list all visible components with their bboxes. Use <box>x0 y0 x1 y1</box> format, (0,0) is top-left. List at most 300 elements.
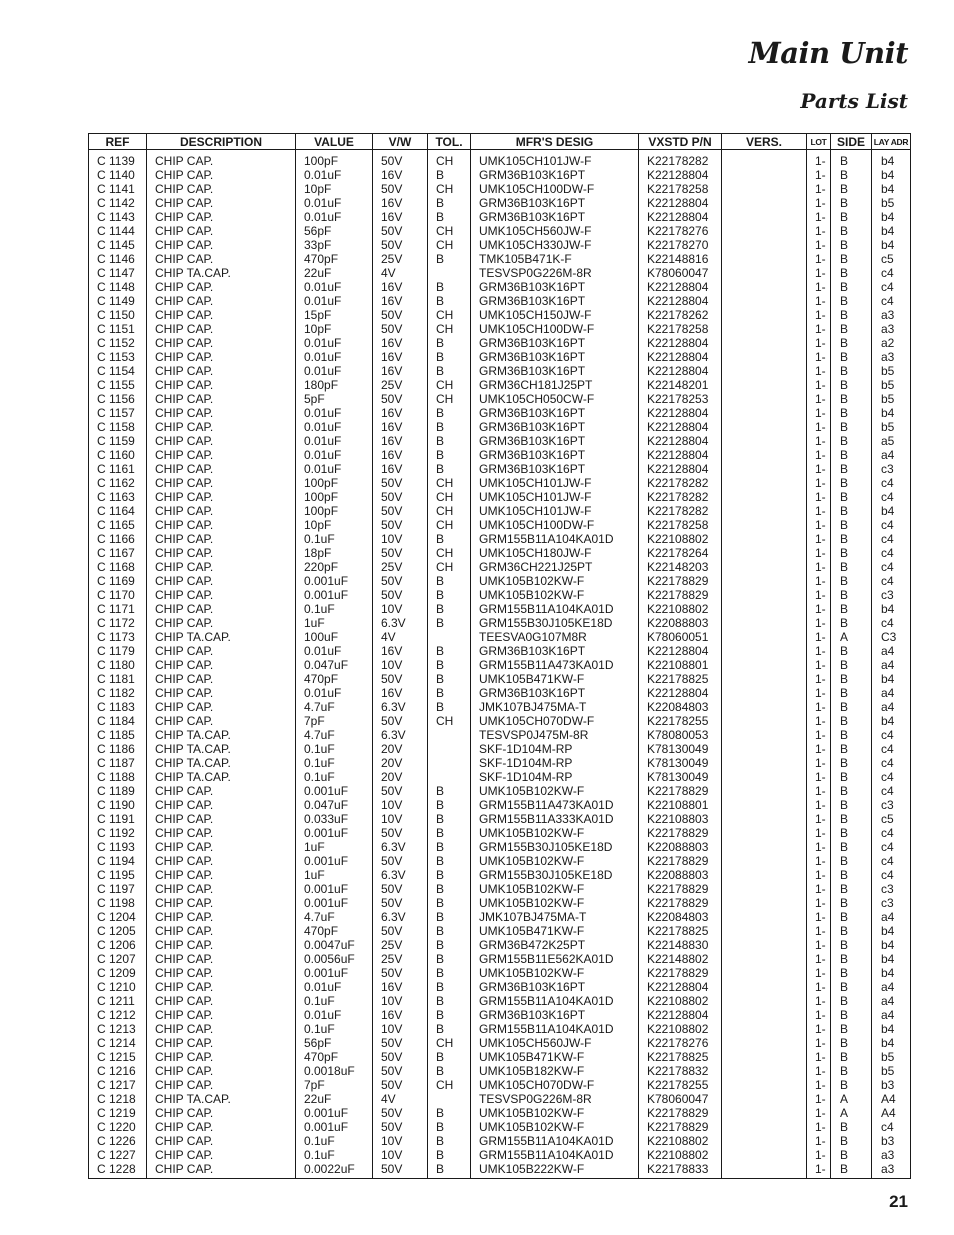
cell-mfr-desig: GRM36B103K16PT <box>471 196 639 210</box>
cell-vw: 16V <box>373 1008 428 1022</box>
cell-mfr-desig: SKF-1D104M-RP <box>471 770 639 784</box>
cell-ref: C 1194 <box>89 854 147 868</box>
cell-side: B <box>831 224 872 238</box>
cell-vxstd-pn: K22178282 <box>639 490 722 504</box>
cell-description: CHIP CAP. <box>147 532 296 546</box>
cell-vxstd-pn: K22178832 <box>639 1064 722 1078</box>
cell-side: B <box>831 294 872 308</box>
cell-vxstd-pn: K22178282 <box>639 476 722 490</box>
table-row <box>89 840 911 854</box>
cell-vxstd-pn: K22128804 <box>639 168 722 182</box>
cell-tol <box>428 1092 471 1106</box>
cell-lot: 1- <box>807 336 831 350</box>
cell-vxstd-pn: K22128804 <box>639 406 722 420</box>
cell-lay-adr: a5 <box>872 434 911 448</box>
cell-lay-adr: b4 <box>872 504 911 518</box>
cell-vw: 50V <box>373 854 428 868</box>
table-row <box>89 168 911 182</box>
cell-lay-adr: b5 <box>872 1050 911 1064</box>
cell-lay-adr: b4 <box>872 966 911 980</box>
cell-mfr-desig: UMK105CH560JW-F <box>471 1036 639 1050</box>
cell-lot: 1- <box>807 308 831 322</box>
cell-vw: 10V <box>373 1148 428 1162</box>
cell-side: B <box>831 1064 872 1078</box>
cell-vxstd-pn: K22178829 <box>639 896 722 910</box>
cell-vers <box>722 182 807 196</box>
cell-value: 56pF <box>296 224 373 238</box>
cell-value: 4.7uF <box>296 700 373 714</box>
cell-value: 100pF <box>296 504 373 518</box>
table-row <box>89 546 911 560</box>
cell-description: CHIP CAP. <box>147 868 296 882</box>
cell-mfr-desig: UMK105CH150JW-F <box>471 308 639 322</box>
cell-vw: 50V <box>373 672 428 686</box>
table-row <box>89 308 911 322</box>
cell-vxstd-pn: K22178255 <box>639 1078 722 1092</box>
cell-description: CHIP CAP. <box>147 952 296 966</box>
cell-vxstd-pn: K22178282 <box>639 504 722 518</box>
table-row <box>89 364 911 378</box>
cell-lot: 1- <box>807 658 831 672</box>
col-header-tol: TOL. <box>428 134 471 150</box>
cell-side: B <box>831 896 872 910</box>
cell-side: B <box>831 840 872 854</box>
cell-value: 0.0056uF <box>296 952 373 966</box>
cell-mfr-desig: GRM36B103K16PT <box>471 980 639 994</box>
cell-ref: C 1142 <box>89 196 147 210</box>
cell-tol: B <box>428 210 471 224</box>
cell-lot: 1- <box>807 1050 831 1064</box>
cell-vw: 50V <box>373 504 428 518</box>
cell-vw: 16V <box>373 644 428 658</box>
cell-vw: 16V <box>373 280 428 294</box>
cell-ref: C 1151 <box>89 322 147 336</box>
cell-ref: C 1217 <box>89 1078 147 1092</box>
cell-tol <box>428 630 471 644</box>
cell-ref: C 1166 <box>89 532 147 546</box>
cell-lay-adr: c4 <box>872 868 911 882</box>
table-row <box>89 700 911 714</box>
parts-table-body <box>89 150 911 1179</box>
cell-vxstd-pn: K22128804 <box>639 434 722 448</box>
cell-value: 15pF <box>296 308 373 322</box>
cell-value: 0.01uF <box>296 420 373 434</box>
cell-side: B <box>831 280 872 294</box>
cell-lay-adr: a4 <box>872 910 911 924</box>
cell-vxstd-pn: K22148830 <box>639 938 722 952</box>
cell-lay-adr: a4 <box>872 980 911 994</box>
cell-mfr-desig: UMK105B471KW-F <box>471 672 639 686</box>
cell-vxstd-pn: K22128804 <box>639 448 722 462</box>
cell-mfr-desig: UMK105CH100DW-F <box>471 182 639 196</box>
cell-tol: B <box>428 840 471 854</box>
cell-lot: 1- <box>807 168 831 182</box>
cell-ref: C 1186 <box>89 742 147 756</box>
cell-vw: 25V <box>373 378 428 392</box>
cell-lot: 1- <box>807 994 831 1008</box>
cell-lot: 1- <box>807 350 831 364</box>
cell-side: B <box>831 700 872 714</box>
cell-ref: C 1216 <box>89 1064 147 1078</box>
cell-lot: 1- <box>807 560 831 574</box>
cell-vers <box>722 938 807 952</box>
cell-description: CHIP CAP. <box>147 308 296 322</box>
cell-lay-adr: b4 <box>872 924 911 938</box>
cell-vxstd-pn: K22108802 <box>639 994 722 1008</box>
cell-vxstd-pn: K22178276 <box>639 1036 722 1050</box>
table-row <box>89 770 911 784</box>
cell-vers <box>722 168 807 182</box>
cell-vxstd-pn: K22128804 <box>639 210 722 224</box>
cell-vxstd-pn: K22178258 <box>639 518 722 532</box>
cell-vers <box>722 1120 807 1134</box>
cell-vers <box>722 826 807 840</box>
cell-description: CHIP CAP. <box>147 224 296 238</box>
cell-vw: 50V <box>373 238 428 252</box>
cell-mfr-desig: GRM36B103K16PT <box>471 280 639 294</box>
cell-lay-adr: b5 <box>872 378 911 392</box>
table-row <box>89 238 911 252</box>
cell-ref: C 1214 <box>89 1036 147 1050</box>
cell-vxstd-pn: K22148802 <box>639 952 722 966</box>
cell-vw: 4V <box>373 266 428 280</box>
cell-tol: B <box>428 588 471 602</box>
cell-vxstd-pn: K22148201 <box>639 378 722 392</box>
cell-vw: 50V <box>373 896 428 910</box>
cell-ref: C 1157 <box>89 406 147 420</box>
cell-lot: 1- <box>807 364 831 378</box>
cell-mfr-desig: GRM155B11A104KA01D <box>471 1148 639 1162</box>
cell-mfr-desig: TMK105B471K-F <box>471 252 639 266</box>
cell-mfr-desig: GRM36B103K16PT <box>471 686 639 700</box>
cell-side: A <box>831 630 872 644</box>
cell-side: B <box>831 462 872 476</box>
cell-value: 470pF <box>296 252 373 266</box>
cell-ref: C 1187 <box>89 756 147 770</box>
cell-lay-adr: c4 <box>872 294 911 308</box>
table-row <box>89 1078 911 1092</box>
cell-value: 0.01uF <box>296 364 373 378</box>
cell-side: B <box>831 518 872 532</box>
cell-lay-adr: c4 <box>872 770 911 784</box>
cell-description: CHIP CAP. <box>147 826 296 840</box>
cell-tol: B <box>428 350 471 364</box>
cell-tol: CH <box>428 518 471 532</box>
cell-vxstd-pn: K22128804 <box>639 280 722 294</box>
cell-lay-adr: a3 <box>872 1162 911 1179</box>
cell-vw: 16V <box>373 196 428 210</box>
table-row <box>89 1120 911 1134</box>
cell-tol: B <box>428 602 471 616</box>
cell-mfr-desig: TESVSP0G226M-8R <box>471 1092 639 1106</box>
cell-lot: 1- <box>807 924 831 938</box>
cell-lay-adr: c3 <box>872 462 911 476</box>
cell-tol: B <box>428 952 471 966</box>
cell-vers <box>722 266 807 280</box>
cell-lot: 1- <box>807 1092 831 1106</box>
cell-vers <box>722 504 807 518</box>
cell-ref: C 1171 <box>89 602 147 616</box>
cell-lot: 1- <box>807 1162 831 1179</box>
cell-vers <box>722 896 807 910</box>
cell-side: B <box>831 1120 872 1134</box>
cell-ref: C 1227 <box>89 1148 147 1162</box>
cell-vers <box>722 1050 807 1064</box>
cell-ref: C 1160 <box>89 448 147 462</box>
table-row <box>89 504 911 518</box>
cell-vxstd-pn: K22178829 <box>639 882 722 896</box>
table-row <box>89 336 911 350</box>
cell-vw: 50V <box>373 476 428 490</box>
cell-tol: CH <box>428 1036 471 1050</box>
cell-tol: B <box>428 882 471 896</box>
cell-lay-adr: c4 <box>872 574 911 588</box>
cell-vxstd-pn: K22178829 <box>639 574 722 588</box>
cell-ref: C 1213 <box>89 1022 147 1036</box>
cell-side: B <box>831 252 872 266</box>
cell-vw: 16V <box>373 336 428 350</box>
cell-side: B <box>831 1162 872 1179</box>
table-row <box>89 980 911 994</box>
cell-lay-adr: b3 <box>872 1078 911 1092</box>
cell-lay-adr: C3 <box>872 630 911 644</box>
cell-vw: 10V <box>373 1022 428 1036</box>
table-row <box>89 150 911 169</box>
cell-vxstd-pn: K22178829 <box>639 854 722 868</box>
cell-lay-adr: c4 <box>872 476 911 490</box>
cell-mfr-desig: GRM36B103K16PT <box>471 462 639 476</box>
cell-description: CHIP CAP. <box>147 658 296 672</box>
cell-lot: 1- <box>807 728 831 742</box>
cell-vw: 16V <box>373 448 428 462</box>
cell-ref: C 1145 <box>89 238 147 252</box>
cell-ref: C 1158 <box>89 420 147 434</box>
cell-vxstd-pn: K22128804 <box>639 1008 722 1022</box>
cell-tol: B <box>428 1050 471 1064</box>
cell-vers <box>722 560 807 574</box>
cell-lay-adr: b4 <box>872 238 911 252</box>
cell-tol: B <box>428 574 471 588</box>
cell-vw: 10V <box>373 798 428 812</box>
cell-tol <box>428 770 471 784</box>
cell-lot: 1- <box>807 238 831 252</box>
cell-ref: C 1193 <box>89 840 147 854</box>
cell-side: B <box>831 1078 872 1092</box>
cell-side: B <box>831 210 872 224</box>
cell-vers <box>722 1134 807 1148</box>
cell-ref: C 1218 <box>89 1092 147 1106</box>
cell-vers <box>722 476 807 490</box>
cell-mfr-desig: GRM36CH221J25PT <box>471 560 639 574</box>
cell-description: CHIP CAP. <box>147 364 296 378</box>
cell-ref: C 1170 <box>89 588 147 602</box>
cell-description: CHIP CAP. <box>147 280 296 294</box>
cell-mfr-desig: GRM36B103K16PT <box>471 350 639 364</box>
cell-lay-adr: b5 <box>872 392 911 406</box>
cell-vxstd-pn: K22178255 <box>639 714 722 728</box>
table-row <box>89 952 911 966</box>
cell-value: 100pF <box>296 476 373 490</box>
cell-vxstd-pn: K22178825 <box>639 924 722 938</box>
cell-side: B <box>831 476 872 490</box>
cell-lay-adr: a4 <box>872 448 911 462</box>
cell-description: CHIP TA.CAP. <box>147 756 296 770</box>
cell-mfr-desig: UMK105B102KW-F <box>471 882 639 896</box>
cell-description: CHIP CAP. <box>147 462 296 476</box>
cell-value: 0.001uF <box>296 896 373 910</box>
cell-description: CHIP CAP. <box>147 336 296 350</box>
cell-ref: C 1209 <box>89 966 147 980</box>
cell-lay-adr: c4 <box>872 854 911 868</box>
cell-vers <box>722 994 807 1008</box>
cell-vers <box>722 854 807 868</box>
cell-vxstd-pn: K22128804 <box>639 644 722 658</box>
cell-tol: CH <box>428 546 471 560</box>
cell-lot: 1- <box>807 196 831 210</box>
cell-side: B <box>831 658 872 672</box>
table-row <box>89 1050 911 1064</box>
cell-value: 0.01uF <box>296 1008 373 1022</box>
table-row <box>89 910 911 924</box>
table-row <box>89 1162 911 1179</box>
cell-lay-adr: b4 <box>872 224 911 238</box>
table-row <box>89 560 911 574</box>
cell-description: CHIP CAP. <box>147 854 296 868</box>
cell-ref: C 1169 <box>89 574 147 588</box>
cell-vw: 10V <box>373 994 428 1008</box>
cell-side: A <box>831 1092 872 1106</box>
cell-ref: C 1219 <box>89 1106 147 1120</box>
cell-vw: 10V <box>373 658 428 672</box>
cell-value: 1uF <box>296 840 373 854</box>
cell-vers <box>722 224 807 238</box>
cell-description: CHIP TA.CAP. <box>147 742 296 756</box>
cell-tol: B <box>428 616 471 630</box>
cell-vw: 50V <box>373 308 428 322</box>
table-row <box>89 630 911 644</box>
cell-ref: C 1161 <box>89 462 147 476</box>
cell-lot: 1- <box>807 210 831 224</box>
cell-lot: 1- <box>807 434 831 448</box>
cell-description: CHIP CAP. <box>147 686 296 700</box>
cell-value: 0.01uF <box>296 980 373 994</box>
table-row <box>89 1008 911 1022</box>
cell-vers <box>722 728 807 742</box>
cell-side: B <box>831 1134 872 1148</box>
table-row <box>89 420 911 434</box>
cell-description: CHIP CAP. <box>147 420 296 434</box>
cell-vxstd-pn: K22108801 <box>639 658 722 672</box>
cell-vers <box>722 980 807 994</box>
cell-side: B <box>831 196 872 210</box>
cell-vxstd-pn: K78130049 <box>639 770 722 784</box>
cell-side: B <box>831 952 872 966</box>
table-row <box>89 210 911 224</box>
page-number: 21 <box>889 1192 908 1211</box>
cell-vxstd-pn: K22148203 <box>639 560 722 574</box>
cell-value: 0.001uF <box>296 588 373 602</box>
table-row <box>89 434 911 448</box>
table-row <box>89 532 911 546</box>
cell-vers <box>722 518 807 532</box>
cell-description: CHIP CAP. <box>147 910 296 924</box>
col-header-lay-adr: LAY ADR <box>872 134 911 150</box>
cell-side: B <box>831 784 872 798</box>
cell-ref: C 1228 <box>89 1162 147 1179</box>
cell-lay-adr: c3 <box>872 882 911 896</box>
cell-vxstd-pn: K22178258 <box>639 322 722 336</box>
cell-ref: C 1205 <box>89 924 147 938</box>
cell-ref: C 1144 <box>89 224 147 238</box>
cell-vw: 50V <box>373 588 428 602</box>
cell-description: CHIP CAP. <box>147 1162 296 1179</box>
cell-tol: CH <box>428 322 471 336</box>
cell-value: 0.01uF <box>296 210 373 224</box>
cell-description: CHIP CAP. <box>147 322 296 336</box>
cell-vers <box>722 420 807 434</box>
cell-side: B <box>831 560 872 574</box>
cell-ref: C 1211 <box>89 994 147 1008</box>
cell-lay-adr: A4 <box>872 1092 911 1106</box>
cell-vw: 50V <box>373 392 428 406</box>
cell-vers <box>722 868 807 882</box>
table-row <box>89 406 911 420</box>
cell-tol: B <box>428 168 471 182</box>
cell-lot: 1- <box>807 588 831 602</box>
cell-lay-adr: a4 <box>872 700 911 714</box>
cell-description: CHIP CAP. <box>147 182 296 196</box>
cell-vers <box>722 1036 807 1050</box>
table-row <box>89 1036 911 1050</box>
cell-mfr-desig: UMK105B102KW-F <box>471 574 639 588</box>
cell-vxstd-pn: K22108802 <box>639 532 722 546</box>
cell-side: B <box>831 182 872 196</box>
cell-vw: 50V <box>373 882 428 896</box>
cell-lot: 1- <box>807 574 831 588</box>
cell-vxstd-pn: K22178253 <box>639 392 722 406</box>
cell-mfr-desig: UMK105B102KW-F <box>471 1120 639 1134</box>
table-row <box>89 882 911 896</box>
cell-vers <box>722 238 807 252</box>
cell-side: B <box>831 742 872 756</box>
cell-mfr-desig: UMK105B182KW-F <box>471 1064 639 1078</box>
cell-vxstd-pn: K22108801 <box>639 798 722 812</box>
cell-lay-adr: c4 <box>872 490 911 504</box>
cell-mfr-desig: UMK105CH560JW-F <box>471 224 639 238</box>
cell-ref: C 1147 <box>89 266 147 280</box>
cell-vw: 50V <box>373 826 428 840</box>
cell-mfr-desig: SKF-1D104M-RP <box>471 756 639 770</box>
cell-lay-adr: c3 <box>872 798 911 812</box>
table-row <box>89 714 911 728</box>
cell-lay-adr: b4 <box>872 714 911 728</box>
cell-vers <box>722 630 807 644</box>
cell-vw: 25V <box>373 938 428 952</box>
cell-vxstd-pn: K22178825 <box>639 1050 722 1064</box>
table-row <box>89 196 911 210</box>
cell-description: CHIP CAP. <box>147 938 296 952</box>
cell-value: 56pF <box>296 1036 373 1050</box>
cell-vers <box>722 1148 807 1162</box>
cell-tol: B <box>428 868 471 882</box>
cell-side: B <box>831 868 872 882</box>
cell-mfr-desig: GRM36B103K16PT <box>471 364 639 378</box>
table-row <box>89 1064 911 1078</box>
cell-vxstd-pn: K22178833 <box>639 1162 722 1179</box>
cell-mfr-desig: GRM36CH181J25PT <box>471 378 639 392</box>
cell-lot: 1- <box>807 1036 831 1050</box>
cell-mfr-desig: GRM36B103K16PT <box>471 406 639 420</box>
